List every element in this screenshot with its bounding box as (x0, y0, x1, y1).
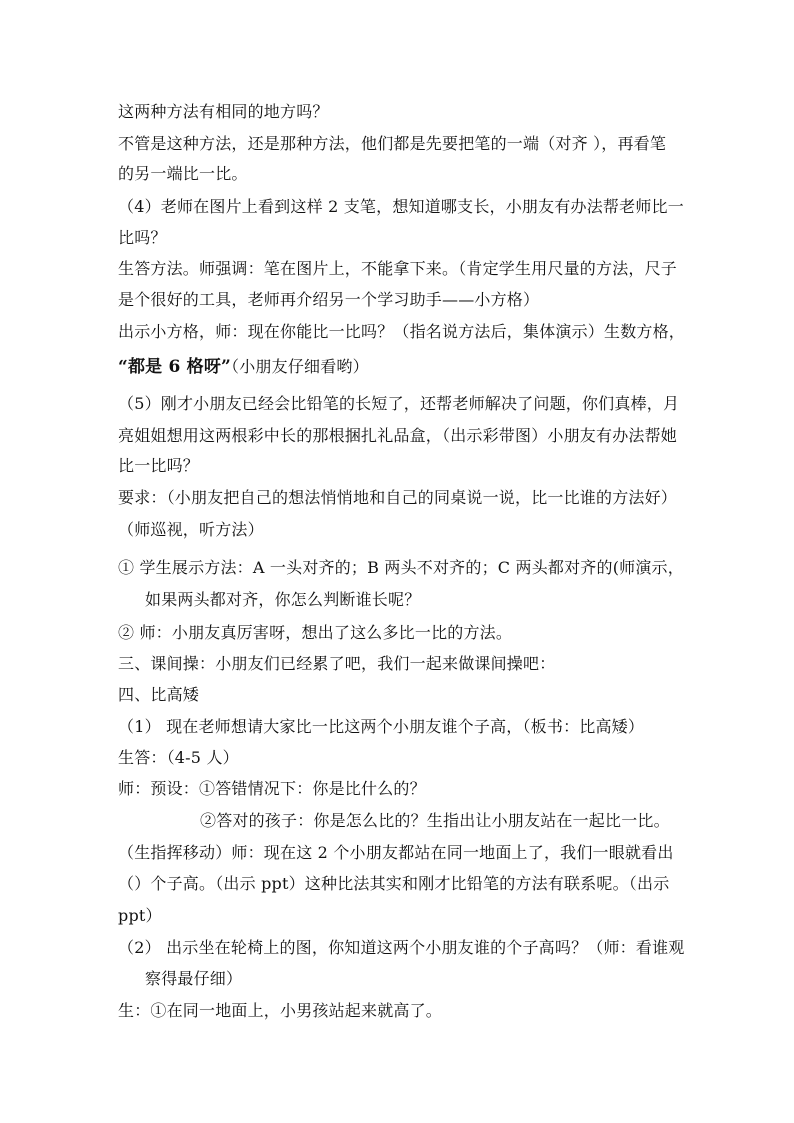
text-line: 生答：（4-5 人） (118, 748, 239, 767)
inline-note: （小朋友仔细看哟） (231, 357, 369, 376)
text-line: 师：预设：①答错情况下：你是比什么的？ (118, 779, 426, 798)
text-line: 的另一端比一比。 (118, 164, 248, 183)
text-line: 出示小方格，师：现在你能比一比吗？（指名说方法后，集体演示）生数方格， (118, 322, 686, 341)
text-line: 是个很好的工具，老师再介绍另一个学习助手——小方格） (118, 290, 540, 309)
text-line: 亮姐姐想用这两根彩中长的那根捆扎礼品盒，（出示彩带图）小朋友有办法帮她 (118, 426, 678, 445)
text-line: （师巡视，听方法） (118, 520, 264, 539)
text-line: （4）老师在图片上看到这样 2 支笔，想知道哪支长，小朋友有办法帮老师比一 (118, 197, 684, 216)
text-line: ① 学生展示方法：A 一头对齐的；B 两头不对齐的；C 两头都对齐的(师演示， (118, 558, 684, 577)
text-line: 不管是这种方法，还是那种方法，他们都是先要把笔的一端（对齐 ），再看笔 (118, 134, 667, 153)
text-line: ppt） (118, 906, 162, 925)
text-line: ② 师：小朋友真厉害呀，想出了这么多比一比的方法。 (118, 623, 513, 642)
text-line: 生答方法。师强调：笔在图片上，不能拿下来。（肯定学生用尺量的方法，尺子 (118, 259, 678, 278)
text-line: 比一比吗？ (118, 456, 200, 475)
text-line: （2） 出示坐在轮椅上的图，你知道这两个小朋友谁的个子高吗？（师：看谁观 (118, 938, 685, 957)
text-line: 这两种方法有相同的地方吗？ (118, 102, 329, 121)
emphasized-quote: “都是 6 格呀” (118, 357, 232, 377)
text-line: （生指挥移动）师：现在这 2 个小朋友都站在同一地面上了，我们一眼就看出 (118, 843, 674, 862)
text-line: （5）刚才小朋友已经会比铅笔的长短了，还帮老师解决了问题，你们真棒，月 (118, 394, 680, 413)
text-line (118, 357, 369, 377)
text-line: 要求：（小朋友把自己的想法悄悄地和自己的同桌说一说，比一比谁的方法好） (118, 488, 678, 507)
text-line: （）个子高。（出示 ppt）这种比法其实和刚才比铅笔的方法有联系呢。（出示 (118, 874, 670, 893)
text-line: ②答对的孩子：你是怎么比的？生指出让小朋友站在一起比一比。 (200, 811, 670, 830)
text-line: （1） 现在老师想请大家比一比这两个小朋友谁个子高，（板书：比高矮） (118, 717, 645, 736)
text-line: 三、课间操：小朋友们已经累了吧，我们一起来做课间操吧： (118, 654, 556, 673)
text-line: 生：①在同一地面上，小男孩站起来就高了。 (118, 1001, 443, 1020)
text-line: 比吗？ (118, 228, 167, 247)
text-line: 察得最仔细） (145, 969, 243, 988)
text-line: 如果两头都对齐，你怎么判断谁长呢？ (145, 590, 421, 609)
text-line: 四、比高矮 (118, 685, 200, 704)
